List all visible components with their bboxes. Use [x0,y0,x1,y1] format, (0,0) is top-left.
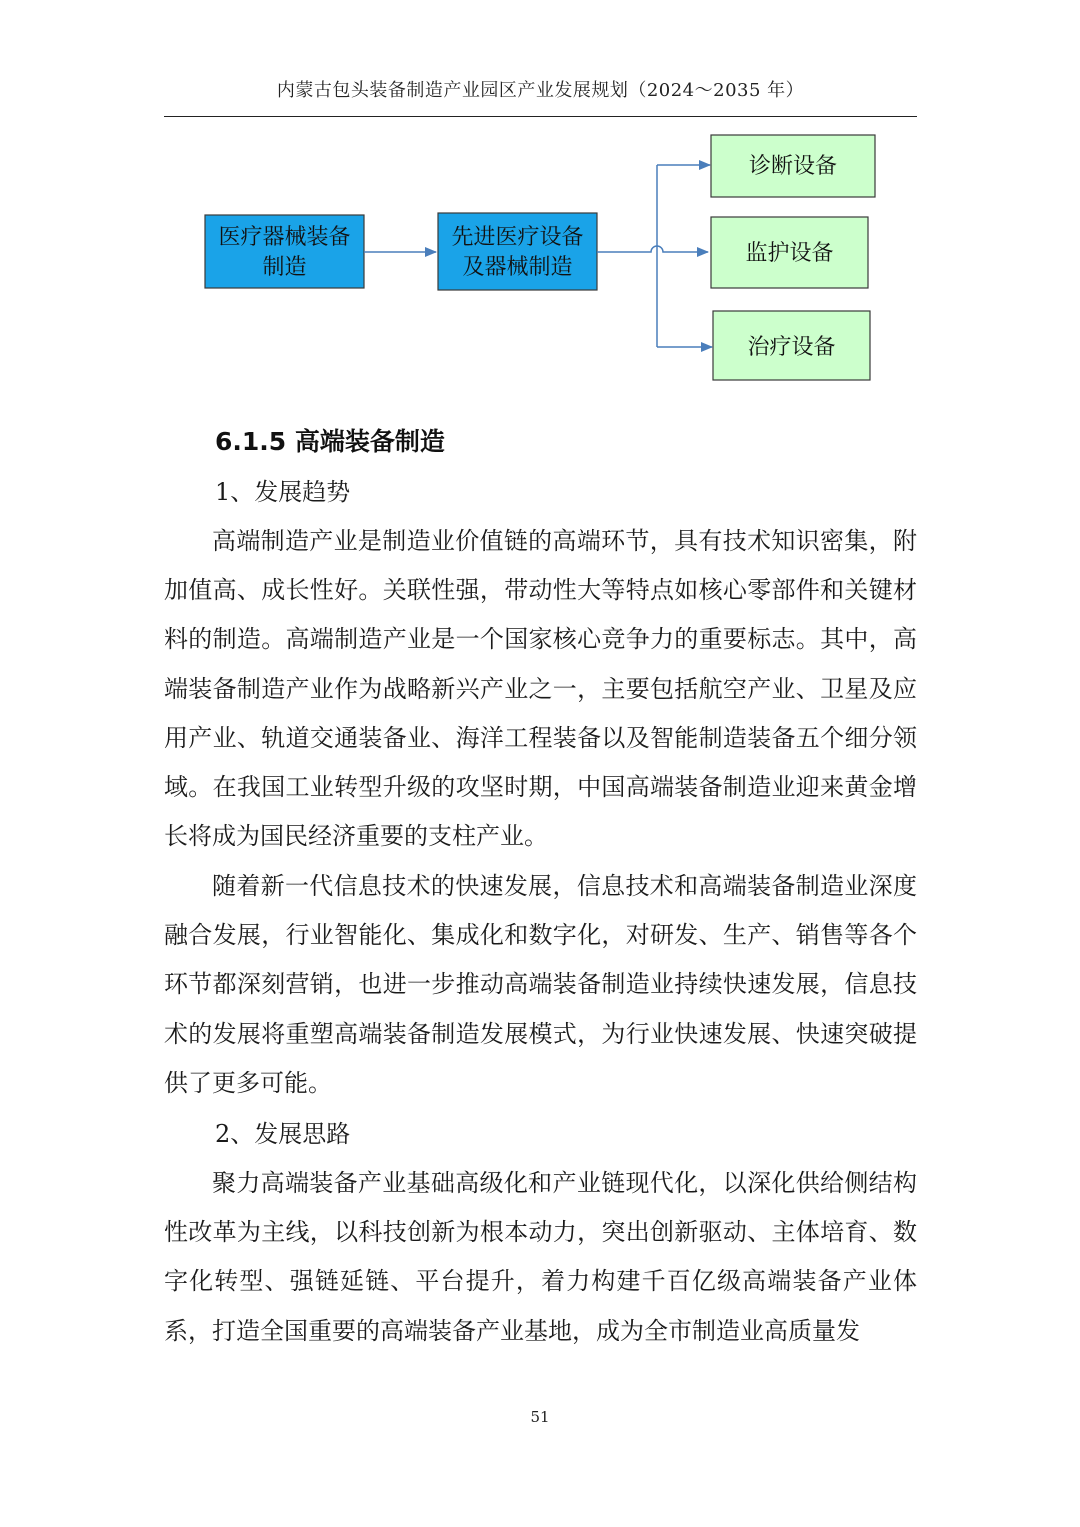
subheading-development-approach: 2、发展思路 [215,1120,351,1148]
middle-box-label-line1: 先进医疗设备 [451,225,584,250]
branch-label-monitoring: 监护设备 [745,241,834,266]
subheading-development-trend: 1、发展趋势 [215,478,351,506]
page-number: 51 [530,1408,550,1426]
flow-diagram [0,0,1080,400]
paragraph-trend-1: 高端制造产业是制造业价值链的高端环节，具有技术知识密集，附加值高、成长性好。关联性强，带动性大等特点如核心零部件和关键材料的制造。高端制造产业是一个国家核心竞争力的重要标志。其中，高端装备制造产业作为战略新兴产业之一，主要包括航空产业、卫星及应用产业、轨道交通装备业、海洋工程装备以及智能制造装备五个细分领域。在我国工业转型升级的攻坚时期，中国高端装备制造业迎来黄金增长将成为国民经济重要的支柱产业。 [164,527,917,851]
source-box-label-line1: 医疗器械装备 [218,225,351,250]
source-box-label-line2: 制造 [262,255,307,280]
branch-label-diagnosis: 诊断设备 [748,154,838,179]
section-heading: 6.1.5 高端装备制造 [215,427,445,456]
running-header: 内蒙古包头装备制造产业园区产业发展规划（2024～2035 年） [276,80,805,101]
middle-box-label-line2: 及器械制造 [462,255,573,280]
paragraph-approach: 聚力高端装备产业基础高级化和产业链现代化，以深化供给侧结构性改革为主线，以科技创新为根本动力，突出创新驱动、主体培育、数字化转型、强链延链、平台提升，着力构建千百亿级高端装备产业体系，打造全国重要的高端装备产业基地，成为全市制造业高质量发 [164,1169,917,1345]
branch-label-treatment: 治疗设备 [747,335,836,360]
paragraph-trend-2: 随着新一代信息技术的快速发展，信息技术和高端装备制造业深度融合发展，行业智能化、集成化和数字化，对研发、生产、销售等各个环节都深刻营销，也进一步推动高端装备制造业持续快速发展，信息技术的发展将重塑高端装备制造发展模式，为行业快速发展、快速突破提供了更多可能。 [164,872,917,1097]
branch-connector [597,246,708,252]
